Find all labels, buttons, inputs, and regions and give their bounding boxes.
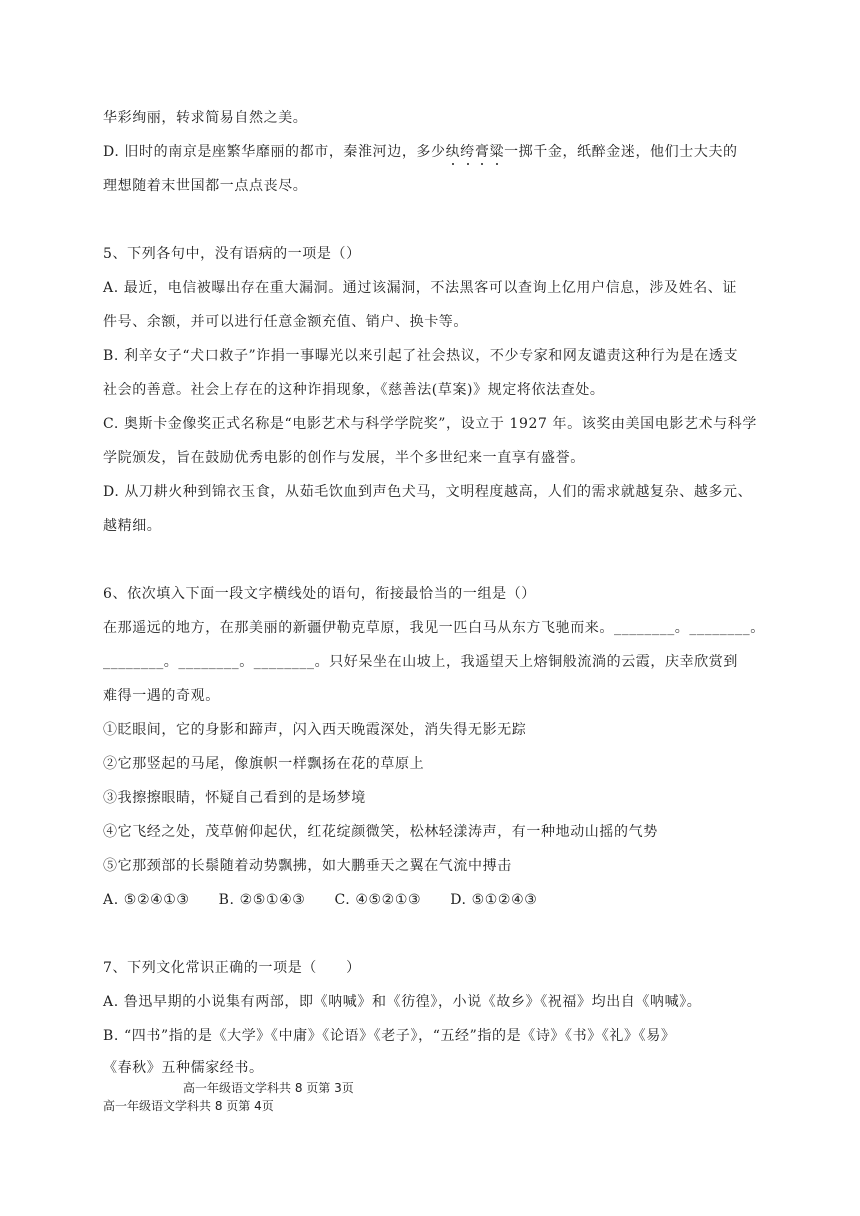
q5-option-a-line1: A. 最近，电信被曝出存在重大漏洞。通过该漏洞，不法黑客可以查询上亿用户信息，涉及姓名、证 <box>103 280 738 296</box>
q5-option-a-line2: 件号、余额，并可以进行任意金额充值、销户、换卡等。 <box>103 314 468 330</box>
q5-option-c-line1: C. 奥斯卡金像奖正式名称是“电影艺术与科学学院奖”，设立于 1927 年。该奖由美国电影艺术与科学 <box>103 416 757 432</box>
q5-option-b-line2: 社会的善意。社会上存在的这种诈捐现象，《慈善法(草案)》规定将依法查处。 <box>103 382 605 398</box>
q6-options <box>103 890 763 910</box>
q6-stem: 6、依次填入下面一段文字横线处的语句，衔接最恰当的一组是（） <box>103 586 536 602</box>
q6-sentence-5: ⑤它那颈部的长鬃随着动势飘拂，如大鹏垂天之翼在气流中搏击 <box>103 858 512 874</box>
q4-d-text-post: 一掷千金，纸醉金迷，他们士大夫的 <box>504 144 738 160</box>
q4-option-d-line2: 理想随着末世国都一点点丧尽。 <box>103 178 308 194</box>
q5-option-d-line1: D. 从刀耕火种到锦衣玉食，从茹毛饮血到声色犬马，文明程度越高，人们的需求就越复杂、越多元、 <box>103 484 753 500</box>
q6-option-b: B. ②⑤①④③ <box>218 892 306 908</box>
q5-option-d-line2: 越精细。 <box>103 518 162 534</box>
dotted-char: 绔 <box>460 144 475 160</box>
dotted-char: 粱 <box>489 144 505 160</box>
q4-option-c-line2: 华彩绚丽，转求简易自然之美。 <box>103 110 308 126</box>
q6-sentence-4: ④它飞经之处，茂草俯仰起伏，红花绽颜微笑，松林轻漾涛声，有一种地动山摇的气势 <box>103 824 658 840</box>
q6-passage-line3: 难得一遇的奇观。 <box>103 688 220 704</box>
q5-option-b-line1: B. 利辛女子“犬口救子”诈捐一事曝光以来引起了社会热议，不少专家和网友谴责这种行为是在透支 <box>103 348 739 364</box>
q6-passage-line2: ________。________。________。只好呆坐在山坡上，我遥望天上熔铜般流淌的云霞，庆幸欣赏到 <box>103 654 738 670</box>
q5-option-c-line2: 学院颁发，旨在鼓励优秀电影的创作与发展，半个多世纪来一直享有盛誉。 <box>103 450 585 466</box>
q6-passage-line1: 在那遥远的地方，在那美丽的新疆伊勒克草原，我见一匹白马从东方飞驰而来。________。________。 <box>103 620 765 636</box>
q7-option-b-line2: 《春秋》五种儒家经书。 <box>103 1060 264 1076</box>
q7-stem: 7、下列文化常识正确的一项是（ ） <box>103 960 361 976</box>
q6-sentence-2: ②它那竖起的马尾，像旗帜一样飘扬在花的草原上 <box>103 756 425 772</box>
q7-option-a: A. 鲁迅早期的小说集有两部，即《呐喊》和《彷徨》，小说《故乡》《祝福》均出自《呐喊》。 <box>103 994 702 1010</box>
q5-stem: 5、下列各句中，没有语病的一项是（） <box>103 246 361 262</box>
q6-sentence-1: ①眨眼间，它的身影和蹄声，闪入西天晚霞深处，消失得无影无踪 <box>103 722 527 738</box>
q4-option-d-line1 <box>103 142 763 162</box>
q6-option-d: D. ⑤①②④③ <box>450 892 538 908</box>
q6-sentence-3: ③我擦擦眼睛，怀疑自己看到的是场梦境 <box>103 790 366 806</box>
q6-option-a: A. ⑤②④①③ <box>103 892 190 908</box>
dotted-char: 纨 <box>445 144 461 160</box>
page-footer-4: 高一年级语文学科共 8 页第 4页 <box>103 1099 274 1113</box>
q7-option-b-line1: B. “四书”指的是《大学》《中庸》《论语》《老子》，“五经”指的是《诗》《书》《礼》《易》 <box>103 1028 676 1044</box>
q6-option-c: C. ④⑤②①③ <box>334 892 422 908</box>
page-footer-3: 高一年级语文学科共 8 页第 3页 <box>183 1081 354 1095</box>
q4-d-text-pre: D. 旧时的南京是座繁华靡丽的都市，秦淮河边，多少 <box>103 144 446 160</box>
dotted-char: 膏 <box>474 144 490 160</box>
